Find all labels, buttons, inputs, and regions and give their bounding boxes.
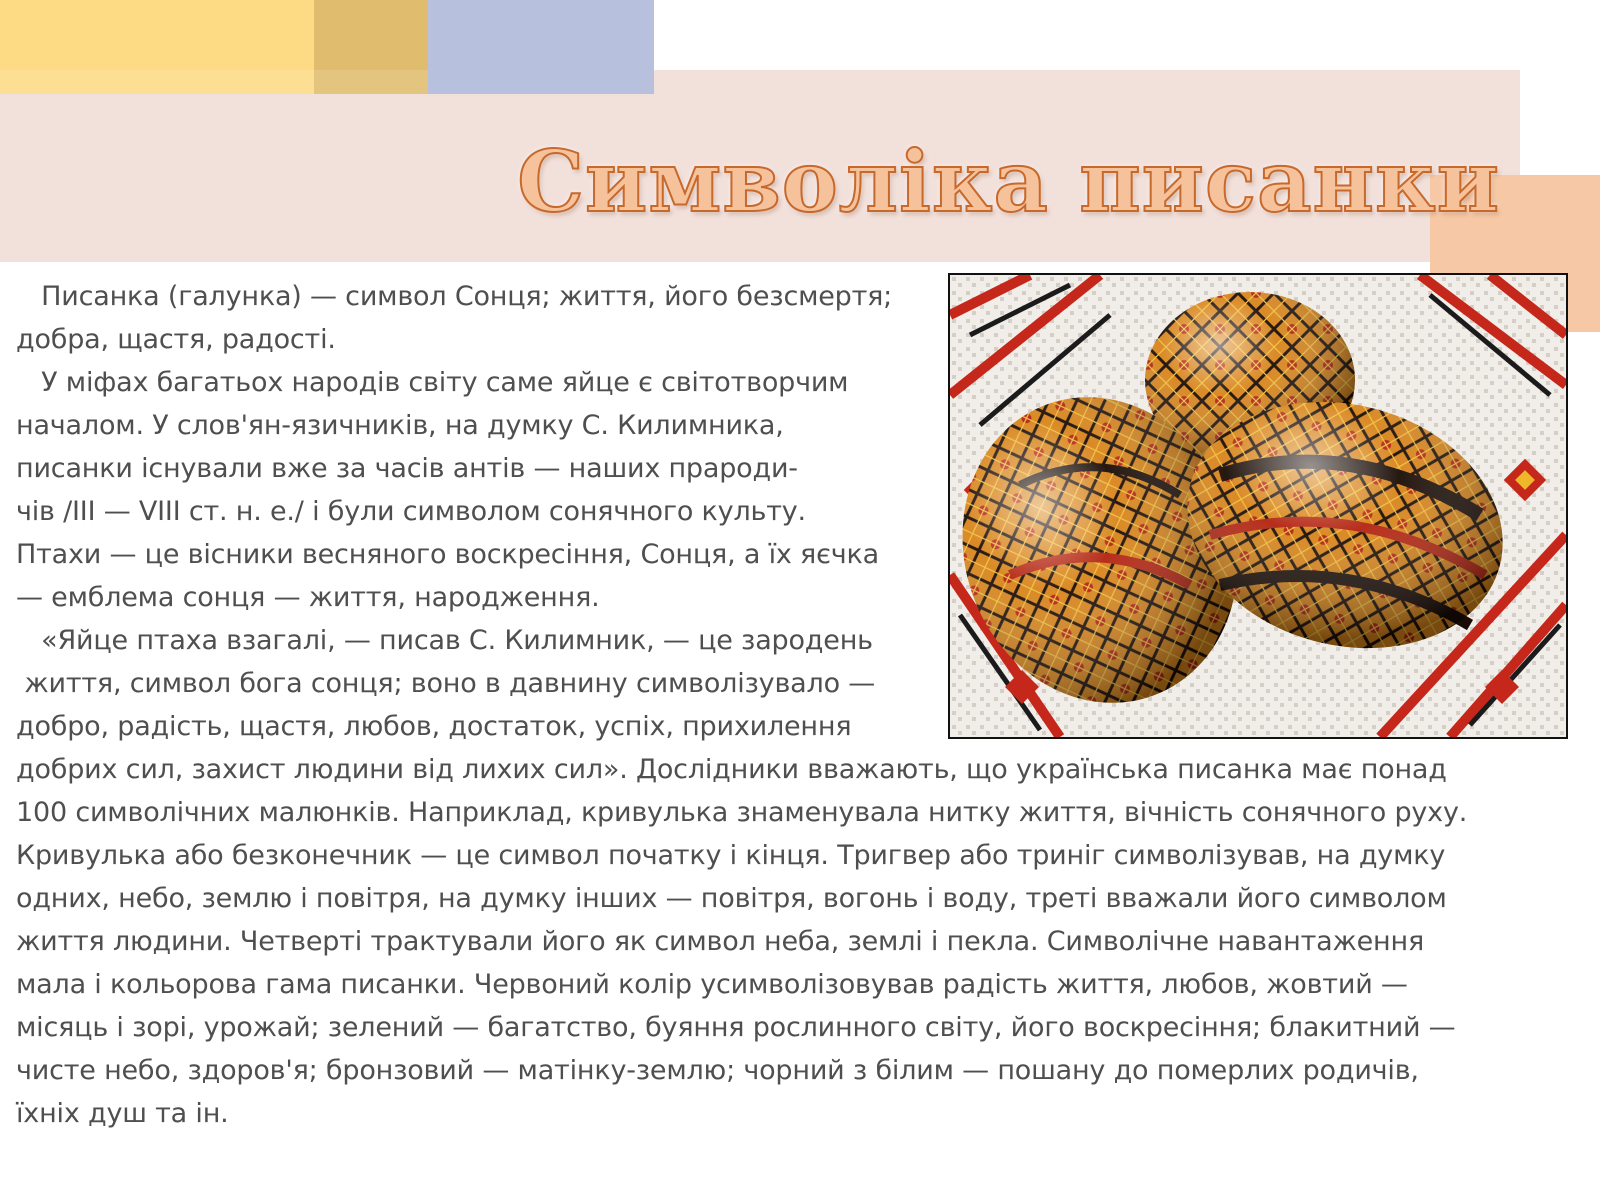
body-line: писанки існували вже за часів антів — наших прароди- [16,453,798,484]
body-line: 100 символічних малюнків. Наприклад, кривулька знаменувала нитку життя, вічність сонячного руху. [16,797,1468,828]
body-line: життя, символ бога сонця; воно в давнину символізувало — [16,668,876,699]
body-line: добро, радість, щастя, любов, достаток, успіх, прихилення [16,711,852,742]
body-line: добрих сил, захист людини від лихих сил». Дослідники вважають, що українська писанка має понад [16,754,1447,785]
body-line: — емблема сонця — життя, народження. [16,582,600,613]
body-line: одних, небо, землю і повітря, на думку інших — повітря, вогонь і воду, треті вважали його символом [16,883,1447,914]
body-line: Писанка (галунка) — символ Сонця; життя, його безсмертя; [16,281,893,312]
accent-stripe [0,70,428,94]
body-line: їхніх душ та ін. [16,1098,229,1129]
body-line: мала і кольорова гама писанки. Червоний колір усимволізовував радість життя, любов, жовтий — [16,969,1408,1000]
body-line: началом. У слов'ян-язичників, на думку С. Килимника, [16,410,784,441]
body-line: місяць і зорі, урожай; зелений — багатство, буяння рослинного світу, його воскресіння; блакитний — [16,1012,1456,1043]
body-line: чів /III — VIII ст. н. е./ і були символом сонячного культу. [16,496,806,527]
body-line: Птахи — це вісники весняного воскресіння, Сонця, а їх яєчка [16,539,879,570]
pysanky-photo-icon [950,275,1566,737]
pysanky-photo [948,273,1568,739]
body-line: чисте небо, здоров'я; бронзовий — матінку-землю; чорний з білим — пошану до померлих родичів, [16,1055,1419,1086]
body-line: «Яйце птаха взагалі, — писав С. Килимник, — це зародень [16,625,873,656]
accent-block-blue [428,0,654,94]
body-line: добра, щастя, радості. [16,324,336,355]
body-line: життя людини. Четверті трактували його як символ неба, землі і пекла. Символічне навантаження [16,926,1424,957]
slide-title: Символіка писанки [517,132,1500,231]
body-line: Кривулька або безконечник — це символ початку і кінця. Тригвер або триніг символізував, на думку [16,840,1446,871]
body-line: У міфах багатьох народів світу саме яйце є світотворчим [16,367,849,398]
